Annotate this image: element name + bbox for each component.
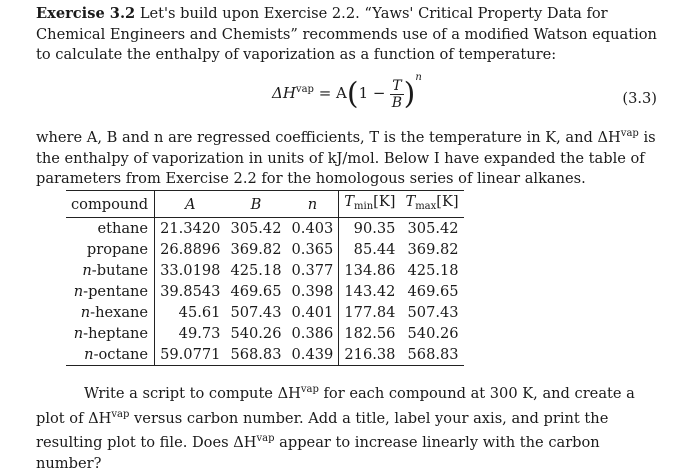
cell-tmax: 369.82 xyxy=(407,241,459,258)
cell-A: 45.61 xyxy=(178,304,221,321)
col-tmin-main: T xyxy=(344,193,355,210)
cell-compound: n-octane xyxy=(66,344,155,366)
cell-A: 39.8543 xyxy=(160,283,221,300)
cell-compound: n-butane xyxy=(66,260,155,281)
eq-frac-den: B xyxy=(391,94,403,111)
cell-compound: ethane xyxy=(66,218,155,240)
cell-B: 369.82 xyxy=(230,241,282,258)
table-row xyxy=(66,239,464,260)
col-tmin-unit: [K] xyxy=(373,193,396,210)
cell-B: 540.26 xyxy=(230,325,282,342)
definitions-text-a: where A, B and n are regressed coefficients, T is the temperature in K, and ΔH xyxy=(36,129,621,146)
equation-number: (3.3) xyxy=(622,90,657,107)
cell-n: 0.398 xyxy=(287,281,339,302)
cell-tmin: 216.38 xyxy=(339,344,401,366)
table-row xyxy=(66,302,464,323)
cell-tmin: 90.35 xyxy=(353,220,396,237)
alkane-parameter-table xyxy=(66,190,464,366)
cell-n: 0.365 xyxy=(287,239,339,260)
col-tmax-sub: max xyxy=(415,201,437,212)
eq-frac-num: T xyxy=(392,77,402,94)
task-t2-sup: vap xyxy=(111,408,130,420)
eq-one-minus: 1 − xyxy=(358,84,386,102)
cell-A: 33.0198 xyxy=(160,262,221,279)
cell-tmin: 182.56 xyxy=(344,325,396,342)
cell-B: 425.18 xyxy=(230,262,282,279)
cell-tmax: 507.43 xyxy=(407,304,459,321)
col-tmin-sub: min xyxy=(354,201,374,212)
cell-n: 0.401 xyxy=(287,302,339,323)
table-header-row xyxy=(66,191,464,218)
cell-compound: n-pentane xyxy=(66,281,155,302)
table-row xyxy=(66,218,464,240)
col-tmax-unit: [K] xyxy=(436,193,459,210)
task-t2: for each compound at 300 K, and create a plot of ΔH xyxy=(36,385,635,427)
cell-A: 49.73 xyxy=(178,325,221,342)
cell-compound: n-hexane xyxy=(66,302,155,323)
task-paragraph xyxy=(36,380,661,474)
cell-n: 0.386 xyxy=(287,323,339,344)
task-t1-sup: vap xyxy=(300,384,319,395)
cell-A: 21.3420 xyxy=(160,220,221,237)
eq-open-paren: ( xyxy=(346,76,359,112)
cell-B: 305.42 xyxy=(230,220,282,237)
exercise-label: Exercise 3.2 xyxy=(36,5,136,22)
cell-B: 469.65 xyxy=(230,283,282,300)
cell-tmin: 177.84 xyxy=(344,304,396,321)
col-n: n xyxy=(287,191,339,218)
watson-equation xyxy=(36,70,661,122)
cell-tmin: 85.44 xyxy=(353,241,396,258)
eq-exponent: n xyxy=(415,72,422,83)
cell-tmax: 540.26 xyxy=(407,325,459,342)
cell-compound: n-heptane xyxy=(66,323,155,344)
cell-tmax: 469.65 xyxy=(407,283,459,300)
definitions-text-b: is the enthalpy of vaporization in units of kJ/mol. Below I have expanded the table of parameters from Exercise 2.2 for the homologous series of linear alkanes. xyxy=(36,129,656,187)
table-row xyxy=(66,281,464,302)
cell-tmin: 134.86 xyxy=(344,262,396,279)
eq-lhs-sup: vap xyxy=(295,84,314,95)
cell-n: 0.403 xyxy=(287,218,339,240)
table-row xyxy=(66,323,464,344)
definitions-paragraph xyxy=(36,124,661,190)
table-row xyxy=(66,260,464,281)
col-A: A xyxy=(155,191,226,218)
intro-text: Let's build upon Exercise 2.2. “Yaws' Critical Property Data for Chemical Engineers and Chemists” recommends use of a modified Watson equation to calculate the enthalpy of vaporization as a function of temperature: xyxy=(36,5,657,63)
task-t1: Write a script to compute ΔH xyxy=(84,385,301,402)
exercise-intro xyxy=(36,4,661,66)
cell-n: 0.439 xyxy=(287,344,339,366)
cell-B: 507.43 xyxy=(230,304,282,321)
cell-A: 26.8896 xyxy=(160,241,221,258)
eq-lhs: ΔH xyxy=(272,84,296,102)
col-tmax-main: T xyxy=(405,193,416,210)
col-B: B xyxy=(225,191,286,218)
definitions-sup: vap xyxy=(620,128,639,139)
eq-rhs-coef: = A xyxy=(318,84,347,102)
cell-n: 0.377 xyxy=(287,260,339,281)
task-t3-sup: vap xyxy=(256,433,275,444)
cell-B: 568.83 xyxy=(225,344,286,366)
cell-tmax: 305.42 xyxy=(407,220,459,237)
cell-tmax: 425.18 xyxy=(407,262,459,279)
cell-compound: propane xyxy=(66,239,155,260)
eq-fraction xyxy=(390,78,403,111)
table-row xyxy=(66,344,464,366)
eq-close-paren: ) xyxy=(403,76,416,112)
col-tmin xyxy=(339,191,401,218)
col-tmax xyxy=(400,191,463,218)
cell-tmax: 568.83 xyxy=(400,344,463,366)
col-compound: compound xyxy=(66,191,155,218)
task-t3: versus carbon number. Add a title, label your axis, and print the resulting plot to file. Does ΔH xyxy=(36,409,609,451)
cell-A: 59.0771 xyxy=(155,344,226,366)
cell-tmin: 143.42 xyxy=(344,283,396,300)
task-t4: appear to increase linearly with the carbon number? xyxy=(36,434,600,472)
